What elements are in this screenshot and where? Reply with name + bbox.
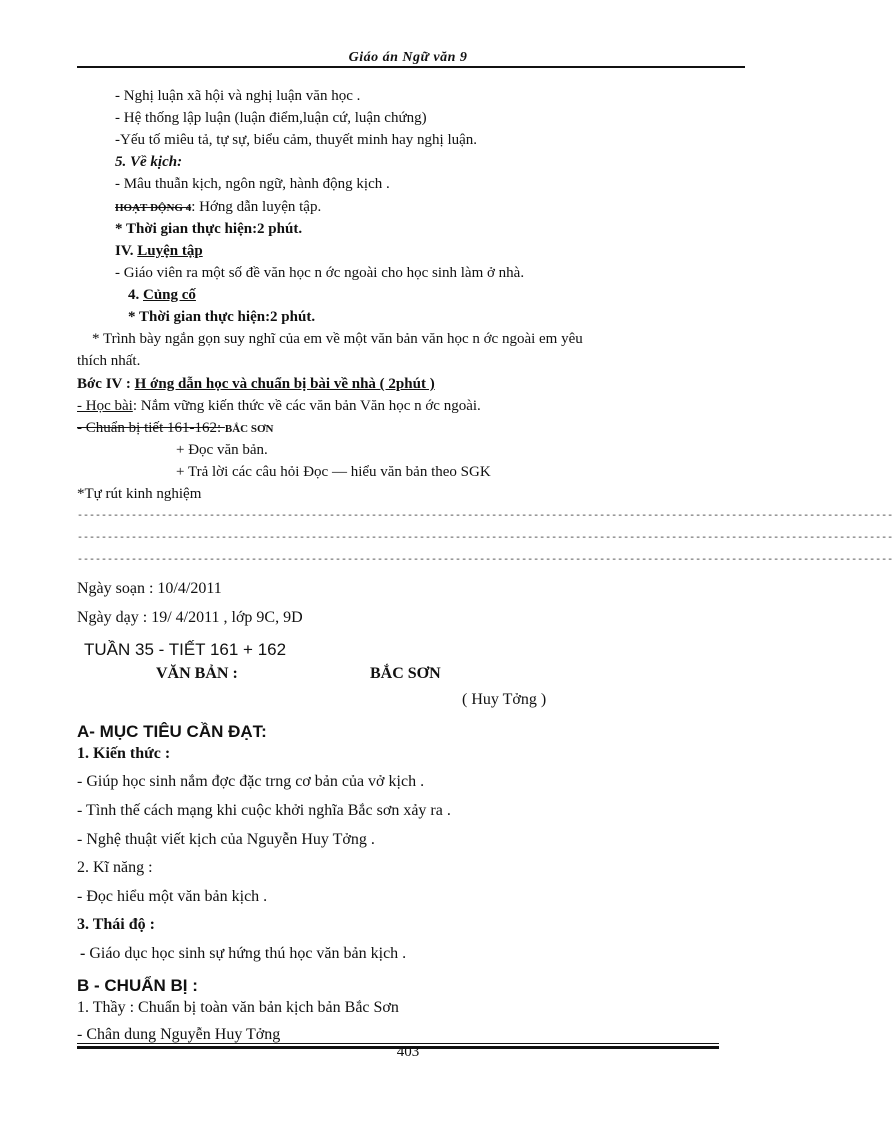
section-heading: B - CHUẨN BỊ : [77, 976, 198, 995]
sub-heading: 1. Kiến thức : [77, 745, 171, 762]
text-line: - Giúp học sinh nắm đợc đặc trng cơ bản của vở kịch . [77, 773, 425, 790]
page-header-title: Giáo án Ngữ văn 9 [348, 50, 468, 65]
activity-text: : Hớng dẫn luyện tập. [191, 199, 322, 215]
text-line: + Trả lời các câu hỏi Đọc — hiểu văn bản theo SGK [176, 464, 491, 480]
section-heading [128, 286, 196, 304]
page-number: 403 [396, 1044, 420, 1060]
section-title: Luyện tập [137, 243, 203, 259]
text-line: * Trình bày ngắn gọn suy nghĩ của em về một văn bản văn học n ớc ngoài em yêu [92, 331, 583, 347]
text-line: + Đọc văn bản. [176, 442, 268, 458]
sub-heading: 2. Kĩ năng : [77, 859, 153, 876]
bullet: - [80, 945, 90, 962]
text-line: - Chân dung Nguyễn Huy Tởng [77, 1026, 281, 1043]
text-line: - Hệ thống lập luận (luận điểm,luận cứ, luận chứng) [115, 110, 427, 126]
text-line [77, 419, 274, 438]
prepared-date: Ngày soạn : 10/4/2011 [77, 580, 222, 597]
text-line: thích nhất. [77, 353, 141, 369]
time-note: * Thời gian thực hiện:2 phút. [128, 309, 316, 325]
text-line: -Yếu tố miêu tả, tự sự, biểu cảm, thuyết minh hay nghị luận. [115, 132, 478, 148]
dashed-divider: ---------------------------------------------------------------------------------------------------------------------------------------- [77, 511, 893, 522]
text-title: BẮC SƠN [370, 665, 441, 682]
time-note: * Thời gian thực hiện:2 phút. [115, 221, 303, 237]
activity-label: HOẠT ĐỘNG 4 [115, 202, 192, 214]
text-line: - Tình thế cách mạng khi cuộc khởi nghĩa Bắc sơn xảy ra . [77, 802, 451, 819]
section-title: Củng cố [143, 287, 196, 303]
teaching-date: Ngày dạy : 19/ 4/2011 , lớp 9C, 9D [77, 609, 303, 626]
section-heading [115, 242, 203, 260]
text-line: - Mâu thuẫn kịch, ngôn ngữ, hành động kịch . [115, 176, 390, 192]
text-line [77, 397, 481, 415]
activity-line [115, 198, 321, 217]
text-line: 1. Thầy : Chuẩn bị toàn văn bản kịch bản Bắc Sơn [77, 999, 399, 1016]
step-title: H ớng dẫn học và chuẩn bị bài về nhà ( 2phút ) [134, 376, 435, 392]
step-heading [77, 375, 435, 393]
dashed-divider: ---------------------------------------------------------------------------------------------------------------------------------------- [77, 555, 893, 566]
text-line [80, 945, 406, 963]
week-lesson: TUẦN 35 - TIẾT 161 + 162 [84, 640, 287, 659]
section-number: IV. [115, 243, 138, 259]
text-line: - Nghị luận xã hội và nghị luận văn học . [115, 88, 361, 104]
homework-text: : Nắm vững kiến thức về các văn bản Văn học n ớc ngoài. [132, 398, 481, 414]
text-title-label: VĂN BẢN : [156, 665, 238, 682]
author-name: ( Huy Tởng ) [462, 691, 547, 708]
section-number: 4. [128, 287, 143, 303]
sub-heading: 3. Thái độ : [77, 916, 155, 933]
header-rule [77, 66, 745, 68]
homework-label: - Học bài [77, 398, 133, 414]
dashed-divider: ---------------------------------------------------------------------------------------------------------------------------------------- [77, 533, 893, 544]
prepare-label: - Chuẩn bị tiết 161-162: [77, 420, 225, 436]
section-heading: A- MỤC TIÊU CẦN ĐẠT: [77, 722, 267, 741]
step-label: Bớc IV : [77, 376, 135, 392]
text-line: *Tự rút kinh nghiệm [77, 486, 202, 502]
prepare-title: BẮC SƠN [224, 423, 274, 435]
text-line: - Nghệ thuật viết kịch của Nguyễn Huy Tởng . [77, 831, 375, 848]
text-line: - Đọc hiểu một văn bản kịch . [77, 888, 268, 905]
text-line: - Giáo viên ra một số đề văn học n ớc ngoài cho học sinh làm ở nhà. [115, 265, 525, 281]
section-heading: 5. Về kịch: [115, 154, 183, 170]
attitude-text: Giáo dục học sinh sự hứng thú học văn bản kịch . [89, 945, 407, 962]
